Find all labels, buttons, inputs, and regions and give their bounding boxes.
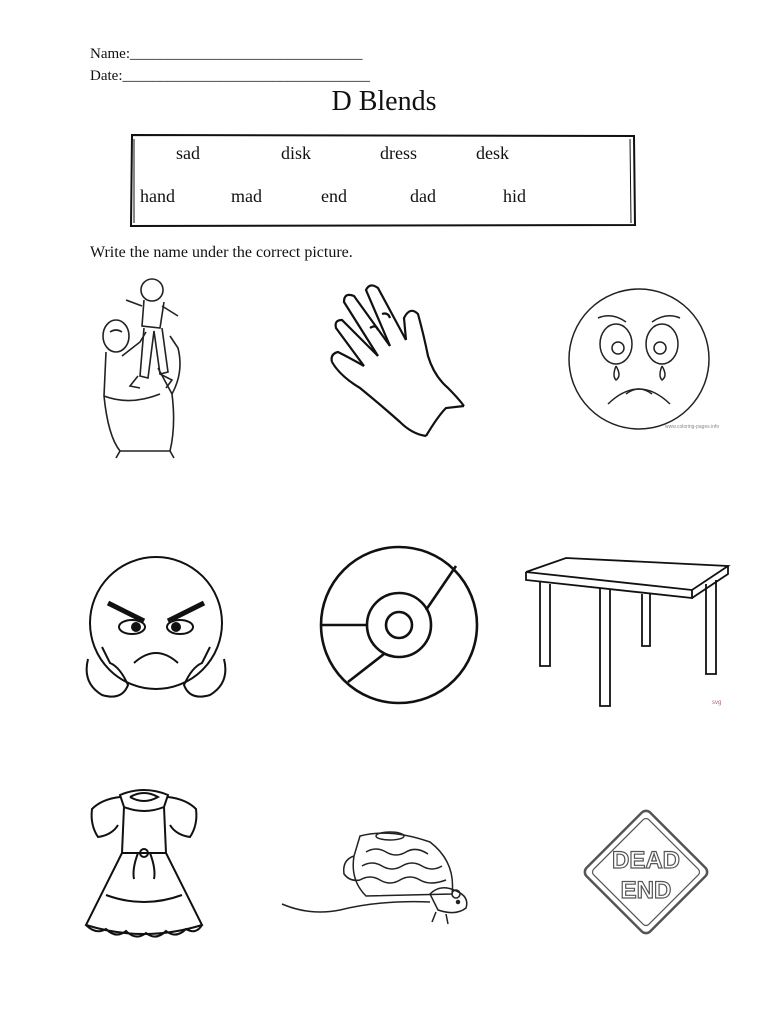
page-title: D Blends [331,86,437,117]
sad-face-icon [566,286,712,432]
dad-lifting-child-icon [100,276,220,461]
word-dad: dad [410,186,436,206]
dead-end-sign-icon [578,804,714,940]
watermark-text: www.coloring-pages.info [665,424,720,430]
desk-icon [522,556,732,711]
word-desk: desk [476,143,509,163]
dead-end-sign-line2: END [620,877,672,904]
mad-face-icon [80,555,230,705]
word-disk: disk [281,143,312,163]
word-dress: dress [380,143,417,163]
dress-icon [76,785,212,945]
disk-icon [318,544,480,706]
date-field: Date:_________________________________ [90,68,370,84]
word-end: end [321,186,347,206]
hand-icon [330,284,472,439]
name-field: Name:_______________________________ [90,46,363,62]
word-bank [128,133,636,229]
instructions: Write the name under the correct picture. [90,244,353,261]
word-hand: hand [140,186,175,206]
word-hid: hid [503,186,527,206]
mouse-hiding-under-cup-icon [280,830,472,930]
word-sad: sad [176,143,200,163]
tiny-logo: svg [712,700,722,706]
dead-end-sign-line1: DEAD [611,847,681,874]
word-mad: mad [231,186,262,206]
